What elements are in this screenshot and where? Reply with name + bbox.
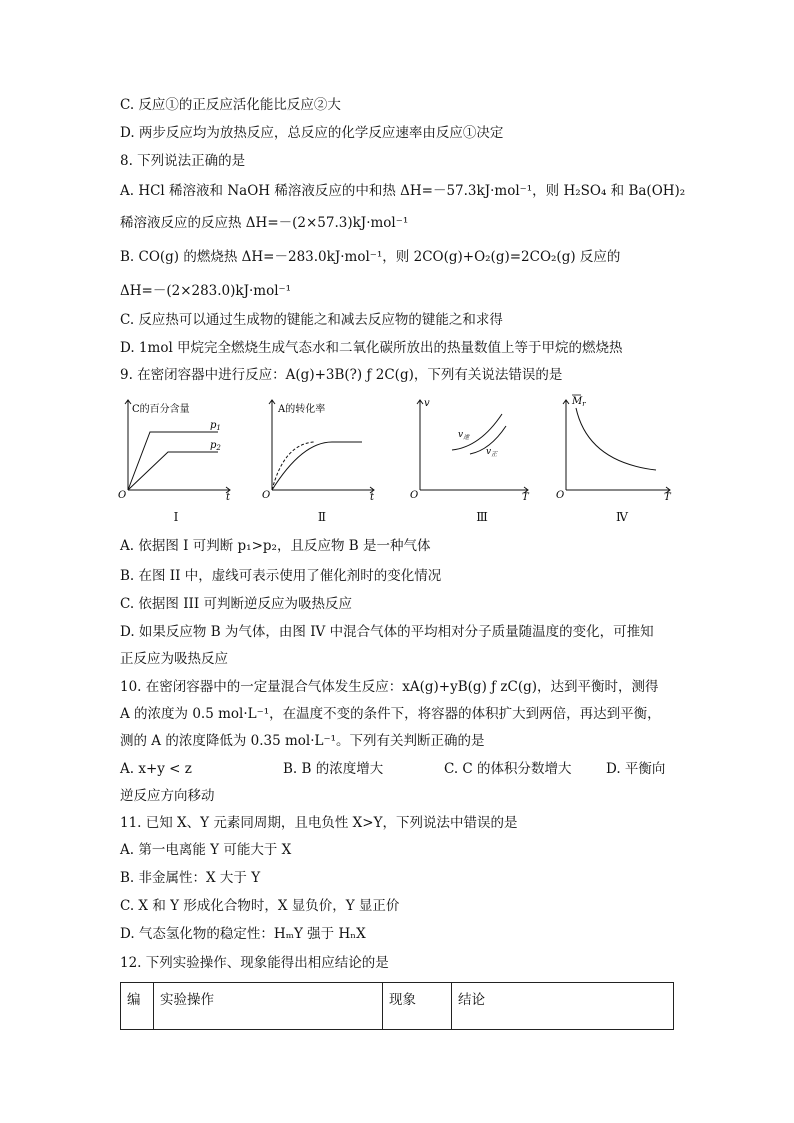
q8-option-d: D. 1mol 甲烷完全燃烧生成气态水和二氧化碳所放出的热量数值上等于甲烷的燃烧热 <box>120 340 623 356</box>
q11-stem: 11. 已知 X、Y 元素同周期，且电负性 X>Y，下列说法中错误的是 <box>120 815 518 831</box>
fig2-ylabel: A的转化率 <box>278 404 326 415</box>
fig3-ylabel: v <box>424 398 430 409</box>
figure-1-caption: I <box>173 510 179 524</box>
figure-4 <box>556 392 676 502</box>
fig3-origin: O <box>410 490 419 501</box>
fig1-ylabel: C的百分含量 <box>132 404 190 415</box>
fig4-xlabel: T <box>664 492 671 502</box>
q12-table <box>120 982 674 1030</box>
q9-option-d-line2: 正反应为吸热反应 <box>120 651 228 667</box>
q10-option-d: D. 平衡向 <box>606 761 666 777</box>
q8-option-c: C. 反应热可以通过生成物的键能之和减去反应物的键能之和求得 <box>120 312 503 328</box>
figure-3 <box>410 392 535 502</box>
figure-4-caption: Ⅳ <box>616 510 628 524</box>
fig3-v-forward: v <box>486 447 492 457</box>
q12-stem: 12. 下列实验操作、现象能得出相应结论的是 <box>120 955 389 971</box>
fig1-origin: O <box>118 490 127 501</box>
q9-option-b: B. 在图 II 中，虚线可表示使用了催化剂时的变化情况 <box>120 568 442 584</box>
q10-stem-line1: 10. 在密闭容器中的一定量混合气体发生反应：xA(g)+yB(g) ƒ zC(g)，达到平衡时，测得 <box>120 679 659 695</box>
q8-option-b-line2: ΔH=－(2×283.0)kJ·mol⁻¹ <box>120 283 292 299</box>
figure-2 <box>262 392 382 502</box>
fig2-origin: O <box>262 490 271 501</box>
fig4-ylabel: M <box>572 396 583 407</box>
svg-text:v逆: $v_逆$ <box>458 430 470 441</box>
q8-stem: 8. 下列说法正确的是 <box>120 153 246 169</box>
table-header-row <box>121 983 674 1030</box>
q11-option-d: D. 气态氢化物的稳定性：HₘY 强于 HₙX <box>120 926 366 942</box>
q10-stem-line2: A 的浓度为 0.5 mol·L⁻¹，在温度不变的条件下，将容器的体积扩大到两倍，再达到平衡， <box>120 706 661 722</box>
fig2-xlabel: t <box>370 492 375 502</box>
header-cell-phenomenon: 现象 <box>383 983 452 1030</box>
header-cell-number: 编 <box>121 983 154 1030</box>
q10-option-c: C. C 的体积分数增大 <box>444 761 572 777</box>
header-cell-conclusion: 结论 <box>452 983 674 1030</box>
svg-text:p1: $p_1$ <box>210 420 221 432</box>
q7-option-d: D. 两步反应均为放热反应，总反应的化学反应速率由反应①决定 <box>120 125 504 141</box>
fig1-xlabel: t <box>226 492 231 502</box>
q10-option-d-cont: 逆反应方向移动 <box>120 788 215 804</box>
q7-option-c: C. 反应①的正反应活化能比反应②大 <box>120 97 341 113</box>
q10-stem-line3: 测的 A 的浓度降低为 0.35 mol·L⁻¹。下列有关判断正确的是 <box>120 733 485 749</box>
figure-2-caption: Ⅱ <box>317 510 327 524</box>
q10-option-b: B. B 的浓度增大 <box>283 761 384 777</box>
q11-option-b: B. 非金属性：X 大于 Y <box>120 870 261 886</box>
q11-option-a: A. 第一电离能 Y 可能大于 X <box>120 842 292 858</box>
svg-text:Mr: $M_r$ <box>572 396 586 408</box>
fig1-p2: p <box>210 440 217 451</box>
fig3-xlabel: T <box>522 492 529 502</box>
header-cell-operation: 实验操作 <box>154 983 383 1030</box>
q8-option-a-line2: 稀溶液反应的反应热 ΔH=－(2×57.3)kJ·mol⁻¹ <box>120 215 409 231</box>
svg-text:p2: $p_2$ <box>210 440 221 452</box>
fig3-v-reverse: v <box>458 430 464 440</box>
q9-option-c: C. 依据图 III 可判断逆反应为吸热反应 <box>120 596 353 612</box>
q9-option-d-line1: D. 如果反应物 B 为气体，由图 IV 中混合气体的平均相对分子质量随温度的变化，可推知 <box>120 624 654 640</box>
fig4-origin: O <box>556 490 565 501</box>
q9-option-a: A. 依据图 I 可判断 p₁>p₂，且反应物 B 是一种气体 <box>120 538 431 554</box>
fig1-p1: p <box>210 420 217 431</box>
figure-1 <box>118 392 238 502</box>
q11-option-c: C. X 和 Y 形成化合物时，X 显负价，Y 显正价 <box>120 898 400 914</box>
q10-option-a: A. x+y < z <box>120 761 192 777</box>
figure-3-caption: Ⅲ <box>476 510 488 524</box>
q8-option-b-line1: B. CO(g) 的燃烧热 ΔH=－283.0kJ·mol⁻¹，则 2CO(g)+O₂(g)=2CO₂(g) 反应的 <box>120 249 621 265</box>
svg-text:v正: $v_正$ <box>486 447 498 458</box>
q8-option-a-line1: A. HCl 稀溶液和 NaOH 稀溶液反应的中和热 ΔH=－57.3kJ·mol⁻¹，则 H₂SO₄ 和 Ba(OH)₂ <box>120 183 686 199</box>
q9-stem: 9. 在密闭容器中进行反应：A(g)+3B(?) ƒ 2C(g)，下列有关说法错误的是 <box>120 367 563 383</box>
